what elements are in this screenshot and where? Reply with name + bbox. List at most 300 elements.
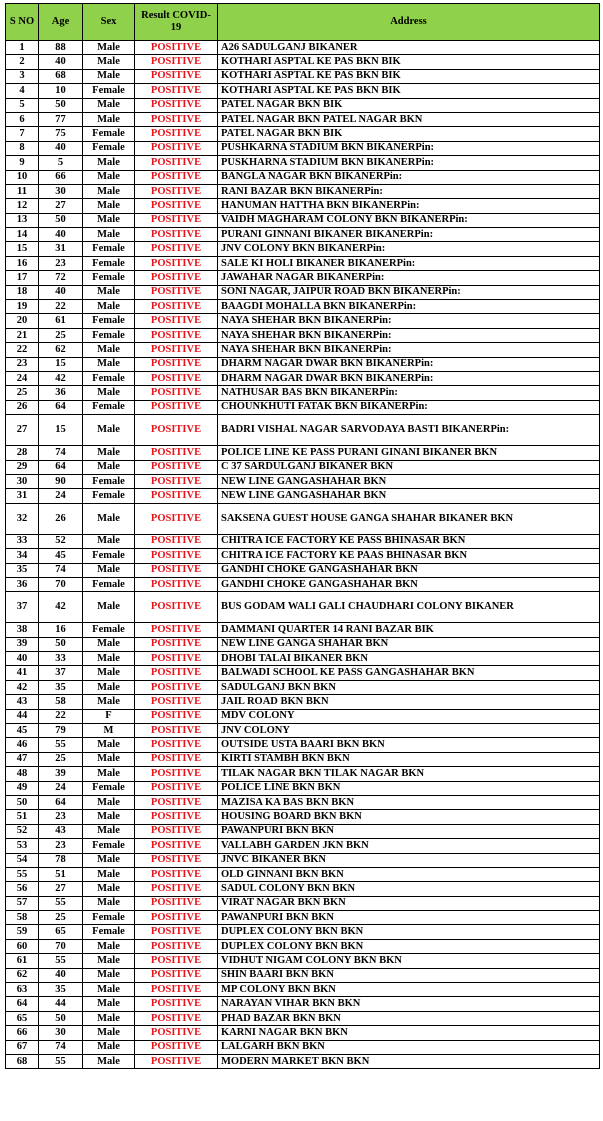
cell-sex: Female [83, 781, 135, 795]
cell-age: 40 [39, 141, 83, 155]
cell-sno: 6 [6, 112, 39, 126]
cell-sex: Male [83, 41, 135, 55]
cell-sno: 3 [6, 69, 39, 83]
table-row [6, 752, 600, 766]
cell-sex: Male [83, 98, 135, 112]
cell-sex: Female [83, 549, 135, 563]
cell-result: POSITIVE [135, 853, 218, 867]
header-result: Result COVID-19 [135, 4, 218, 41]
table-row [6, 328, 600, 342]
cell-sex: Female [83, 328, 135, 342]
cell-sno: 64 [6, 997, 39, 1011]
table-row [6, 939, 600, 953]
cell-address: PURANI GINNANI BIKANER BIKANERPin: [218, 228, 600, 242]
cell-age: 55 [39, 738, 83, 752]
cell-sno: 59 [6, 925, 39, 939]
cell-result: POSITIVE [135, 867, 218, 881]
cell-result: POSITIVE [135, 84, 218, 98]
table-row [6, 968, 600, 982]
cell-address: CHITRA ICE FACTORY KE PASS BHINASAR BKN [218, 534, 600, 548]
cell-result: POSITIVE [135, 41, 218, 55]
cell-sno: 9 [6, 156, 39, 170]
table-row [6, 666, 600, 680]
cell-result: POSITIVE [135, 415, 218, 446]
table-row [6, 127, 600, 141]
table-row [6, 460, 600, 474]
cell-age: 37 [39, 666, 83, 680]
cell-result: POSITIVE [135, 112, 218, 126]
table-row [6, 357, 600, 371]
cell-sno: 32 [6, 503, 39, 534]
table-row [6, 925, 600, 939]
cell-result: POSITIVE [135, 666, 218, 680]
table-row [6, 41, 600, 55]
cell-sex: Male [83, 55, 135, 69]
cell-result: POSITIVE [135, 752, 218, 766]
cell-age: 24 [39, 781, 83, 795]
cell-sex: Male [83, 767, 135, 781]
cell-address: PAWANPURI BKN BKN [218, 911, 600, 925]
cell-sex: Male [83, 882, 135, 896]
cell-sex: Female [83, 400, 135, 414]
cell-result: POSITIVE [135, 503, 218, 534]
cell-result: POSITIVE [135, 489, 218, 503]
cell-address: NAYA SHEHAR BKN BIKANERPin: [218, 343, 600, 357]
cell-address: KIRTI STAMBH BKN BKN [218, 752, 600, 766]
cell-age: 65 [39, 925, 83, 939]
cell-sex: Male [83, 1011, 135, 1025]
cell-result: POSITIVE [135, 939, 218, 953]
cell-sno: 38 [6, 623, 39, 637]
cell-sno: 28 [6, 446, 39, 460]
table-row [6, 867, 600, 881]
cell-sno: 47 [6, 752, 39, 766]
cell-sno: 22 [6, 343, 39, 357]
cell-sex: Male [83, 795, 135, 809]
cell-address: SONI NAGAR, JAIPUR ROAD BKN BIKANERPin: [218, 285, 600, 299]
cell-sex: F [83, 709, 135, 723]
cell-result: POSITIVE [135, 184, 218, 198]
cell-address: SALE KI HOLI BIKANER BIKANERPin: [218, 256, 600, 270]
table-body [6, 41, 600, 1069]
cell-sno: 39 [6, 637, 39, 651]
cell-sex: Male [83, 184, 135, 198]
cell-address: VIDHUT NIGAM COLONY BKN BKN [218, 954, 600, 968]
cell-result: POSITIVE [135, 242, 218, 256]
cell-age: 50 [39, 98, 83, 112]
cell-sex: Female [83, 623, 135, 637]
cell-sno: 15 [6, 242, 39, 256]
table-row [6, 534, 600, 548]
cell-address: HANUMAN HATTHA BKN BIKANERPin: [218, 199, 600, 213]
cell-age: 24 [39, 489, 83, 503]
cell-result: POSITIVE [135, 839, 218, 853]
cell-address: PATEL NAGAR BKN BIK [218, 127, 600, 141]
cell-sno: 19 [6, 300, 39, 314]
cell-age: 62 [39, 343, 83, 357]
cell-age: 30 [39, 1026, 83, 1040]
cell-sex: Male [83, 968, 135, 982]
cell-address: BADRI VISHAL NAGAR SARVODAYA BASTI BIKANERPin: [218, 415, 600, 446]
cell-sex: Male [83, 939, 135, 953]
cell-age: 22 [39, 300, 83, 314]
cell-sno: 33 [6, 534, 39, 548]
cell-address: BANGLA NAGAR BKN BIKANERPin: [218, 170, 600, 184]
cell-address: JAIL ROAD BKN BKN [218, 695, 600, 709]
cell-result: POSITIVE [135, 882, 218, 896]
cell-age: 66 [39, 170, 83, 184]
table-row [6, 474, 600, 488]
cell-sex: Female [83, 925, 135, 939]
cell-result: POSITIVE [135, 925, 218, 939]
cell-sno: 11 [6, 184, 39, 198]
cell-age: 88 [39, 41, 83, 55]
cell-sex: Female [83, 141, 135, 155]
cell-sex: Male [83, 853, 135, 867]
cell-result: POSITIVE [135, 652, 218, 666]
cell-sno: 60 [6, 939, 39, 953]
cell-sno: 55 [6, 867, 39, 881]
cell-sno: 34 [6, 549, 39, 563]
cell-result: POSITIVE [135, 592, 218, 623]
cell-sno: 1 [6, 41, 39, 55]
cell-address: SADULGANJ BKN BKN [218, 680, 600, 694]
cell-address: GANDHI CHOKE GANGASHAHAR BKN [218, 563, 600, 577]
cell-result: POSITIVE [135, 170, 218, 184]
cell-sex: Male [83, 695, 135, 709]
table-row [6, 810, 600, 824]
cell-sno: 46 [6, 738, 39, 752]
cell-age: 61 [39, 314, 83, 328]
cell-age: 78 [39, 853, 83, 867]
cell-sex: Female [83, 271, 135, 285]
cell-address: PAWANPURI BKN BKN [218, 824, 600, 838]
cell-age: 64 [39, 460, 83, 474]
cell-sno: 65 [6, 1011, 39, 1025]
cell-age: 5 [39, 156, 83, 170]
cell-result: POSITIVE [135, 285, 218, 299]
table-row [6, 314, 600, 328]
cell-age: 75 [39, 127, 83, 141]
cell-sno: 36 [6, 577, 39, 591]
cell-sex: Female [83, 371, 135, 385]
cell-sex: Female [83, 474, 135, 488]
cell-sno: 25 [6, 386, 39, 400]
cell-result: POSITIVE [135, 724, 218, 738]
cell-sno: 17 [6, 271, 39, 285]
cell-age: 40 [39, 55, 83, 69]
cell-age: 35 [39, 983, 83, 997]
table-row [6, 503, 600, 534]
cell-age: 35 [39, 680, 83, 694]
table-row [6, 896, 600, 910]
cell-result: POSITIVE [135, 98, 218, 112]
cell-age: 23 [39, 256, 83, 270]
table-row [6, 84, 600, 98]
cell-address: NAYA SHEHAR BKN BIKANERPin: [218, 328, 600, 342]
cell-result: POSITIVE [135, 680, 218, 694]
cell-address: LALGARH BKN BKN [218, 1040, 600, 1054]
table-row [6, 300, 600, 314]
cell-address: KOTHARI ASPTAL KE PAS BKN BIK [218, 55, 600, 69]
cell-result: POSITIVE [135, 738, 218, 752]
cell-sex: Female [83, 489, 135, 503]
cell-address: POLICE LINE KE PASS PURANI GINANI BIKANER BKN [218, 446, 600, 460]
cell-age: 15 [39, 357, 83, 371]
table-row [6, 652, 600, 666]
cell-sno: 2 [6, 55, 39, 69]
cell-sno: 20 [6, 314, 39, 328]
table-row [6, 112, 600, 126]
table-row [6, 795, 600, 809]
cell-age: 64 [39, 400, 83, 414]
cell-sex: Female [83, 84, 135, 98]
table-row [6, 592, 600, 623]
cell-address: SADUL COLONY BKN BKN [218, 882, 600, 896]
cell-sno: 37 [6, 592, 39, 623]
cell-result: POSITIVE [135, 460, 218, 474]
table-row [6, 228, 600, 242]
cell-result: POSITIVE [135, 314, 218, 328]
cell-result: POSITIVE [135, 563, 218, 577]
header-sno: S NO [6, 4, 39, 41]
cell-sex: Male [83, 170, 135, 184]
cell-result: POSITIVE [135, 896, 218, 910]
cell-sno: 26 [6, 400, 39, 414]
cell-result: POSITIVE [135, 271, 218, 285]
table-row [6, 997, 600, 1011]
table-row [6, 199, 600, 213]
cell-age: 42 [39, 371, 83, 385]
cell-sno: 67 [6, 1040, 39, 1054]
cell-age: 22 [39, 709, 83, 723]
cell-sno: 54 [6, 853, 39, 867]
cell-age: 50 [39, 1011, 83, 1025]
cell-sex: Male [83, 534, 135, 548]
cell-age: 25 [39, 328, 83, 342]
cell-sex: Male [83, 983, 135, 997]
cell-age: 27 [39, 199, 83, 213]
cell-sex: Male [83, 666, 135, 680]
cell-result: POSITIVE [135, 824, 218, 838]
cell-sno: 29 [6, 460, 39, 474]
cell-sex: Female [83, 127, 135, 141]
cell-age: 44 [39, 997, 83, 1011]
cell-result: POSITIVE [135, 695, 218, 709]
table-row [6, 415, 600, 446]
table-row [6, 767, 600, 781]
cell-age: 16 [39, 623, 83, 637]
cell-result: POSITIVE [135, 228, 218, 242]
table-row [6, 1040, 600, 1054]
cell-sno: 18 [6, 285, 39, 299]
cell-age: 58 [39, 695, 83, 709]
cell-result: POSITIVE [135, 709, 218, 723]
cell-address: NARAYAN VIHAR BKN BKN [218, 997, 600, 1011]
cell-sno: 52 [6, 824, 39, 838]
cell-sno: 27 [6, 415, 39, 446]
header-address: Address [218, 4, 600, 41]
cell-age: 70 [39, 577, 83, 591]
cell-sno: 23 [6, 357, 39, 371]
table-row [6, 680, 600, 694]
cell-sno: 30 [6, 474, 39, 488]
cell-age: 64 [39, 795, 83, 809]
cell-address: NAYA SHEHAR BKN BIKANERPin: [218, 314, 600, 328]
cell-sno: 49 [6, 781, 39, 795]
table-row [6, 1011, 600, 1025]
cell-address: GANDHI CHOKE GANGASHAHAR BKN [218, 577, 600, 591]
cell-address: VIRAT NAGAR BKN BKN [218, 896, 600, 910]
cell-address: POLICE LINE BKN BKN [218, 781, 600, 795]
cell-sno: 42 [6, 680, 39, 694]
cell-address: DHOBI TALAI BIKANER BKN [218, 652, 600, 666]
cell-sno: 14 [6, 228, 39, 242]
cell-age: 74 [39, 446, 83, 460]
cell-result: POSITIVE [135, 810, 218, 824]
cell-age: 25 [39, 911, 83, 925]
cell-result: POSITIVE [135, 767, 218, 781]
cell-sno: 57 [6, 896, 39, 910]
cell-age: 68 [39, 69, 83, 83]
table-row [6, 637, 600, 651]
cell-address: DAMMANI QUARTER 14 RANI BAZAR BIK [218, 623, 600, 637]
cell-age: 39 [39, 767, 83, 781]
cell-result: POSITIVE [135, 795, 218, 809]
cell-sex: Male [83, 896, 135, 910]
cell-sex: Male [83, 112, 135, 126]
cell-sex: Male [83, 156, 135, 170]
table-row [6, 983, 600, 997]
cell-sex: Male [83, 738, 135, 752]
cell-sno: 10 [6, 170, 39, 184]
cell-sno: 16 [6, 256, 39, 270]
cell-age: 27 [39, 882, 83, 896]
cell-result: POSITIVE [135, 213, 218, 227]
cell-address: JAWAHAR NAGAR BIKANERPin: [218, 271, 600, 285]
cell-result: POSITIVE [135, 69, 218, 83]
table-row [6, 709, 600, 723]
cell-address: HOUSING BOARD BKN BKN [218, 810, 600, 824]
cell-address: MDV COLONY [218, 709, 600, 723]
table-row [6, 1055, 600, 1069]
cell-sex: Male [83, 752, 135, 766]
cell-sno: 53 [6, 839, 39, 853]
cell-sno: 4 [6, 84, 39, 98]
cell-sno: 44 [6, 709, 39, 723]
cell-age: 50 [39, 637, 83, 651]
cell-result: POSITIVE [135, 156, 218, 170]
cell-age: 31 [39, 242, 83, 256]
cell-address: DUPLEX COLONY BKN BKN [218, 939, 600, 953]
cell-sno: 31 [6, 489, 39, 503]
cell-result: POSITIVE [135, 386, 218, 400]
table-row [6, 69, 600, 83]
cell-result: POSITIVE [135, 968, 218, 982]
cell-result: POSITIVE [135, 400, 218, 414]
cell-sno: 21 [6, 328, 39, 342]
cell-age: 55 [39, 1055, 83, 1069]
table-row [6, 695, 600, 709]
cell-sex: Male [83, 592, 135, 623]
cell-age: 15 [39, 415, 83, 446]
cell-sno: 41 [6, 666, 39, 680]
cell-result: POSITIVE [135, 127, 218, 141]
cell-sno: 35 [6, 563, 39, 577]
cell-sex: Male [83, 415, 135, 446]
cell-age: 55 [39, 954, 83, 968]
cell-sex: Male [83, 680, 135, 694]
table-row [6, 55, 600, 69]
cell-sno: 56 [6, 882, 39, 896]
cell-sno: 62 [6, 968, 39, 982]
header-sex: Sex [83, 4, 135, 41]
cell-age: 43 [39, 824, 83, 838]
cell-age: 74 [39, 1040, 83, 1054]
cell-address: BALWADI SCHOOL KE PASS GANGASHAHAR BKN [218, 666, 600, 680]
cell-sex: Male [83, 386, 135, 400]
cell-sno: 51 [6, 810, 39, 824]
table-row [6, 853, 600, 867]
cell-address: OUTSIDE USTA BAARI BKN BKN [218, 738, 600, 752]
cell-sex: Male [83, 563, 135, 577]
cell-result: POSITIVE [135, 328, 218, 342]
cell-result: POSITIVE [135, 954, 218, 968]
cell-result: POSITIVE [135, 474, 218, 488]
cell-sno: 40 [6, 652, 39, 666]
table-row [6, 489, 600, 503]
cell-age: 23 [39, 839, 83, 853]
cell-result: POSITIVE [135, 623, 218, 637]
table-row [6, 549, 600, 563]
cell-sno: 68 [6, 1055, 39, 1069]
cell-sex: Male [83, 1026, 135, 1040]
table-row [6, 156, 600, 170]
cell-address: PHAD BAZAR BKN BKN [218, 1011, 600, 1025]
cell-age: 23 [39, 810, 83, 824]
cell-address: PATEL NAGAR BKN BIK [218, 98, 600, 112]
cell-sex: Male [83, 954, 135, 968]
cell-sex: Male [83, 652, 135, 666]
cell-address: JNV COLONY [218, 724, 600, 738]
header-row [6, 4, 600, 41]
cell-sex: Male [83, 997, 135, 1011]
cell-age: 50 [39, 213, 83, 227]
cell-result: POSITIVE [135, 577, 218, 591]
cell-sex: Female [83, 911, 135, 925]
cell-age: 45 [39, 549, 83, 563]
covid-results-table [5, 3, 600, 1069]
cell-sno: 45 [6, 724, 39, 738]
cell-age: 55 [39, 896, 83, 910]
cell-result: POSITIVE [135, 141, 218, 155]
cell-age: 40 [39, 228, 83, 242]
cell-sno: 58 [6, 911, 39, 925]
table-row [6, 738, 600, 752]
cell-address: CHITRA ICE FACTORY KE PAAS BHINASAR BKN [218, 549, 600, 563]
table-row [6, 271, 600, 285]
cell-sex: Male [83, 199, 135, 213]
cell-address: NEW LINE GANGASHAHAR BKN [218, 474, 600, 488]
cell-address: KOTHARI ASPTAL KE PAS BKN BIK [218, 69, 600, 83]
cell-result: POSITIVE [135, 446, 218, 460]
cell-sex: Male [83, 228, 135, 242]
cell-result: POSITIVE [135, 1026, 218, 1040]
cell-age: 74 [39, 563, 83, 577]
cell-result: POSITIVE [135, 997, 218, 1011]
cell-address: MP COLONY BKN BKN [218, 983, 600, 997]
cell-result: POSITIVE [135, 983, 218, 997]
